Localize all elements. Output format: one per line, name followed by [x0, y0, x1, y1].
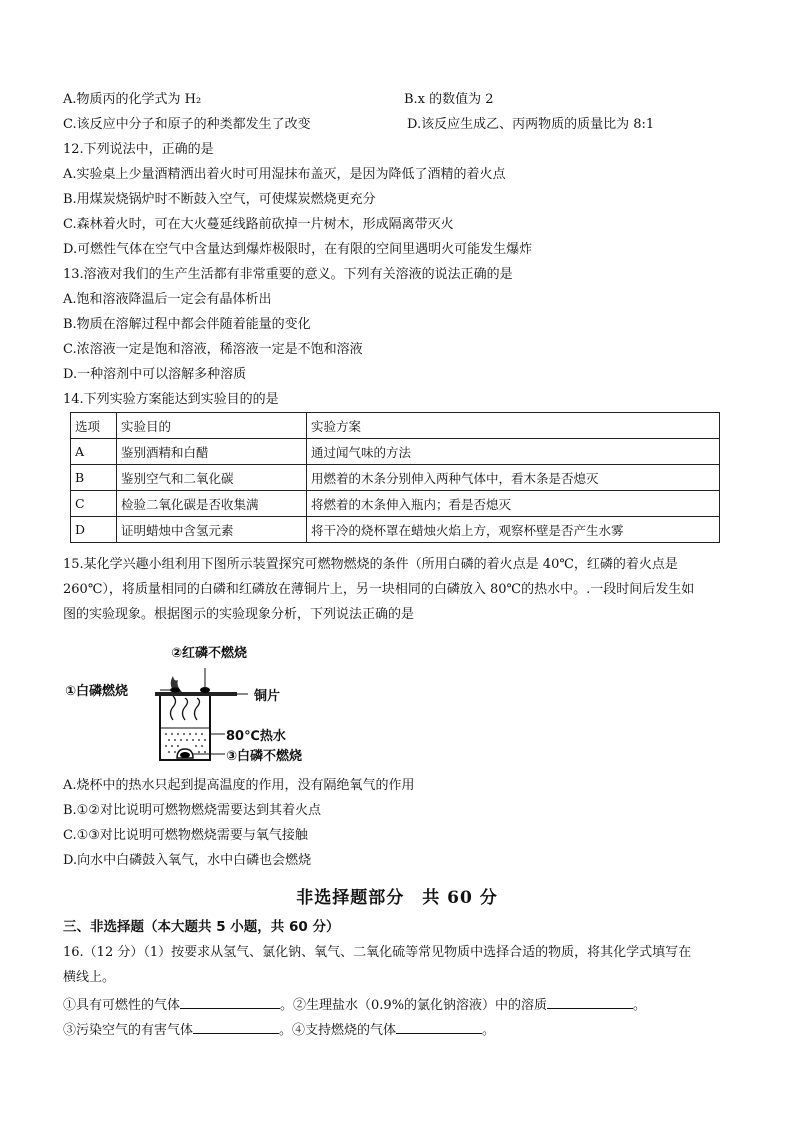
steam-icon — [183, 698, 188, 720]
table-header-plan: 实验方案 — [307, 413, 720, 439]
q15-stem-line1: 15.某化学兴趣小组利用下图所示装置探究可燃物燃烧的条件（所用白磷的着火点是 40℃，红磷的着火点是 — [63, 557, 678, 572]
table-cell: 检验二氧化碳是否收集满 — [117, 491, 307, 517]
answer-blank-3[interactable] — [193, 1019, 279, 1034]
q12-option-d: D.可燃性气体在空气中含量达到爆炸极限时，在有限的空间里遇明火可能发生爆炸 — [63, 242, 533, 257]
q15-option-a: A.烧杯中的热水只起到提高温度的作用，没有隔绝氧气的作用 — [63, 778, 415, 793]
q15-stem-line2: 260℃），将质量相同的白磷和红磷放在薄铜片上，另一块相同的白磷放入 80℃的热水中。.一段时间后发生如 — [63, 582, 695, 597]
q16-item3: ③污染空气的有害气体 — [63, 1023, 194, 1038]
q13-stem: 13.溶液对我们的生产生活都有非常重要的意义。下列有关溶液的说法正确的是 — [63, 267, 513, 282]
label-white-phosphorus-burning: ①白磷燃烧 — [65, 684, 129, 699]
table-cell: 鉴别酒精和白醋 — [117, 439, 307, 465]
table-row — [71, 465, 720, 491]
q15-option-b: B.①②对比说明可燃物燃烧需要达到其着火点 — [63, 803, 321, 818]
q14-stem: 14.下列实验方案能达到实验目的的是 — [63, 392, 279, 407]
label-red-phosphorus: ②红磷不燃烧 — [171, 646, 248, 661]
label-white-phosphorus-not-burning: ③白磷不燃烧 — [226, 749, 303, 764]
table-header-goal: 实验目的 — [117, 413, 307, 439]
answer-blank-4[interactable] — [396, 1019, 482, 1034]
table-row — [71, 439, 720, 465]
section-heading: 三、非选择题（本大题共 5 小题，共 60 分） — [63, 919, 340, 935]
answer-blank-2[interactable] — [547, 994, 633, 1009]
table-cell: 将燃着的木条伸入瓶内；看是否熄灭 — [307, 491, 720, 517]
table-cell: D — [71, 517, 117, 543]
table-cell: C — [71, 491, 117, 517]
q16-row1 — [63, 994, 646, 1015]
q13-option-c: C.浓溶液一定是饱和溶液，稀溶液一定是不饱和溶液 — [63, 342, 363, 357]
q16-item4: 。④支持燃烧的气体 — [279, 1023, 397, 1038]
q16-item2-end: 。 — [633, 998, 647, 1013]
q16-item1: ①具有可燃性的气体 — [63, 998, 181, 1013]
q16-item2: 。②生理盐水（0.9%的氯化钠溶液）中的溶质 — [280, 998, 548, 1013]
q12-option-b: B.用煤炭烧锅炉时不断鼓入空气，可使煤炭燃烧更充分 — [63, 192, 376, 207]
table-cell: 通过闻气味的方法 — [307, 439, 720, 465]
q15-stem-line3: 图的实验现象。根据图示的实验现象分析，下列说法正确的是 — [63, 607, 415, 622]
q11-option-d: D.该反应生成乙、丙两物质的质量比为 8:1 — [407, 117, 655, 132]
table-cell: 鉴别空气和二氧化碳 — [117, 465, 307, 491]
table-cell: A — [71, 439, 117, 465]
q13-option-d: D.一种溶剂中可以溶解多种溶质 — [63, 367, 247, 382]
white-phosphorus-burning — [170, 688, 180, 693]
q12-option-c: C.森林着火时，可在大火蔓延线路前砍掉一片树木，形成隔离带灭火 — [63, 217, 454, 232]
label-copper-plate: 铜片 — [254, 689, 281, 704]
q14-table — [70, 412, 720, 543]
table-header-row — [71, 413, 720, 439]
table-cell: B — [71, 465, 117, 491]
q11-option-c: C.该反应中分子和原子的种类都发生了改变 — [63, 117, 311, 132]
q15-option-d: D.向水中白磷鼓入氧气，水中白磷也会燃烧 — [63, 853, 312, 868]
q16-item4-end: 。 — [482, 1023, 496, 1038]
table-cell: 将干冷的烧杯罩在蜡烛火焰上方，观察杯壁是否产生水雾 — [307, 517, 720, 543]
table-row — [71, 517, 720, 543]
q13-option-b: B.物质在溶解过程中都会伴随着能量的变化 — [63, 317, 311, 332]
q16-line2: 横线上。 — [63, 970, 116, 985]
answer-blank-1[interactable] — [180, 994, 280, 1009]
table-row — [71, 491, 720, 517]
q16-line1: 16.（12 分）（1）按要求从氢气、氯化钠、氧气、二氧化硫等常见物质中选择合适的物质，将其化学式填写在 — [63, 945, 692, 960]
q13-option-a: A.饱和溶液降温后一定会有晶体析出 — [63, 292, 272, 307]
q15-option-c: C.①③对比说明可燃物燃烧需要与氧气接触 — [63, 828, 308, 843]
q12-stem: 12.下列说法中，正确的是 — [63, 142, 214, 157]
table-header-option: 选项 — [71, 413, 117, 439]
q12-option-a: A.实验桌上少量酒精洒出着火时可用湿抹布盖灭，是因为降低了酒精的着火点 — [63, 167, 506, 182]
steam-icon — [171, 696, 176, 720]
table-cell: 证明蜡烛中含氢元素 — [117, 517, 307, 543]
q11-option-a: A.物质丙的化学式为 H₂ — [63, 92, 202, 107]
steam-icon — [195, 698, 200, 720]
q11-option-b: B.x 的数值为 2 — [404, 92, 494, 107]
table-cell: 用燃着的木条分别伸入两种气体中，看木条是否熄灭 — [307, 465, 720, 491]
hot-water — [165, 733, 206, 753]
copper-plate — [155, 692, 237, 696]
part-title: 非选择题部分 共 60 分 — [296, 888, 498, 908]
white-phosphorus-submerged — [180, 752, 190, 758]
q16-row2 — [63, 1019, 495, 1040]
label-hot-water: 80℃热水 — [226, 729, 286, 744]
